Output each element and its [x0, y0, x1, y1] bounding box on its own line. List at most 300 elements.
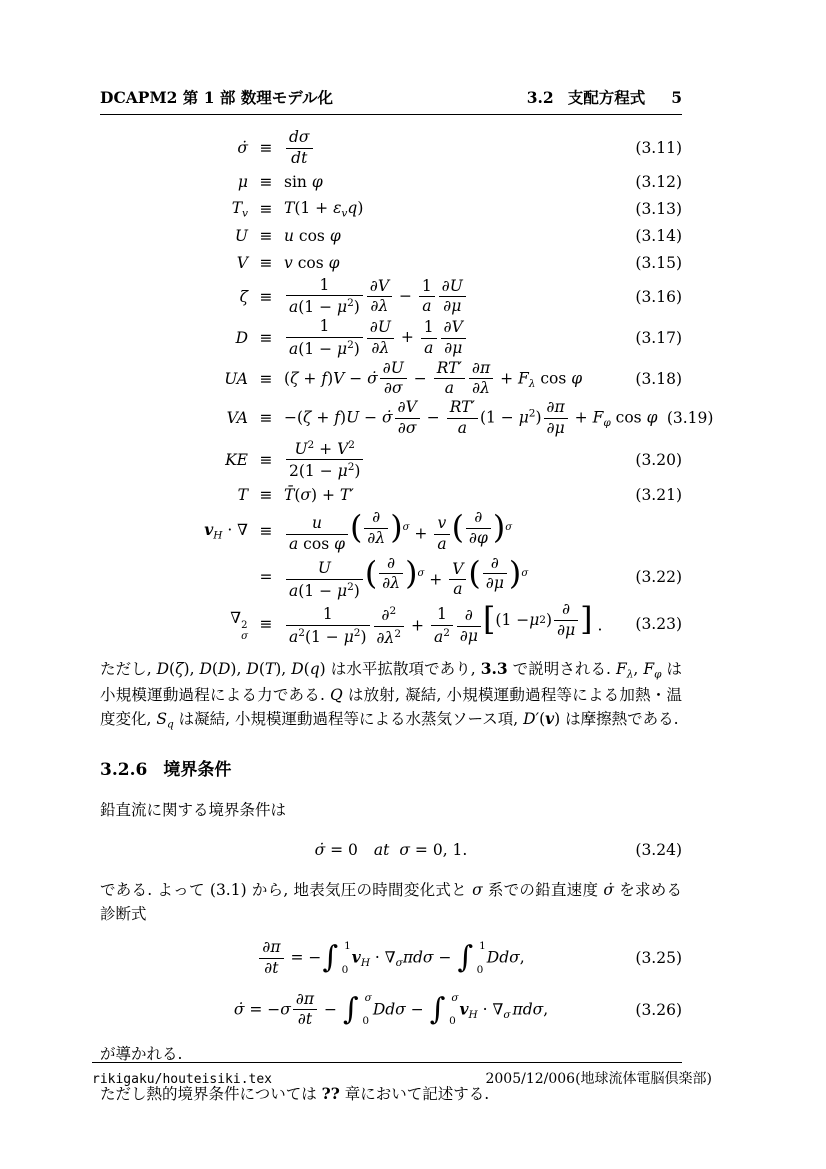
fraction-numerator: [466, 509, 491, 529]
math-var: ∂: [562, 600, 571, 619]
equation-row: [100, 398, 714, 438]
math-var: T: [284, 198, 295, 217]
math-var: T: [231, 198, 243, 217]
math-var: ∂λ: [472, 379, 490, 398]
fraction-numerator: [483, 555, 507, 575]
math-superscript: 2: [347, 338, 354, 351]
math-fraction: [466, 509, 491, 548]
math-var: μ: [337, 339, 348, 358]
math-roman: +: [314, 439, 338, 458]
math-var: ∂V: [443, 317, 463, 336]
equation-row: [100, 223, 682, 249]
equation-relation: ≡: [259, 172, 273, 191]
math-subscript: σ: [395, 957, 403, 969]
math-var: V: [452, 559, 464, 578]
math-var: μ: [337, 581, 348, 600]
fraction-numerator: [449, 561, 466, 581]
equation-rhs: [284, 555, 626, 601]
math-var: σ̇: [314, 840, 326, 859]
math-fraction: [441, 319, 466, 358]
page-footer: [92, 1068, 712, 1088]
math-var: T′: [339, 485, 354, 504]
fraction-denominator: [544, 419, 568, 438]
math-roman: +: [569, 408, 593, 427]
math-var: ∂π: [262, 938, 281, 956]
fraction-numerator: [434, 360, 465, 380]
math-paren-group: ( ∂ ∂λ ) σ: [364, 553, 425, 593]
math-roman: ): [353, 581, 360, 600]
fraction-denominator: [447, 419, 478, 438]
subsection-heading: [100, 757, 682, 783]
math-var: ∂U: [441, 276, 463, 295]
equation-rhs: [284, 601, 626, 647]
math-var: ∂μ: [443, 297, 462, 316]
math-superscript: 2: [307, 438, 315, 451]
math-var: ∂φ: [468, 528, 488, 547]
math-var: D: [235, 329, 248, 348]
math-bracket-group: [ (1 − μ 2 ) ∂ ∂μ ]: [482, 600, 593, 639]
math-var: a: [424, 338, 434, 357]
equation-rhs: [284, 399, 657, 438]
math-fraction: [379, 555, 403, 594]
fraction-denominator: [441, 339, 466, 358]
math-roman: (1 −: [298, 298, 337, 317]
math-roman: 1: [421, 276, 432, 295]
math-subscript: φ: [603, 417, 611, 430]
fraction-denominator: [469, 379, 493, 398]
bold-text: ??: [321, 1084, 340, 1104]
math-subsup: [241, 621, 248, 642]
fraction-numerator: [286, 129, 313, 149]
text-run: は凝結, 小規模運動過程等による水蒸気ソース項,: [173, 709, 524, 728]
equation-number: (3.16): [635, 287, 682, 306]
math-var: φ: [311, 172, 323, 191]
math-var: σ: [399, 840, 410, 859]
equation-number: (3.14): [635, 226, 682, 245]
math-var: v: [437, 513, 447, 532]
math-var: ∂π: [471, 358, 491, 377]
math-fraction: [447, 399, 478, 438]
math-var: u: [284, 226, 294, 245]
math-var: ∂: [464, 606, 473, 625]
math-subscript: q: [166, 718, 174, 731]
math-roman: (: [284, 368, 291, 387]
math-roman: (: [303, 659, 310, 678]
text-run: 章において記述する.: [339, 1085, 490, 1104]
fraction-denominator: [380, 379, 407, 398]
fraction-denominator: [395, 419, 420, 438]
math-roman: −: [421, 408, 445, 427]
fraction-denominator: [457, 627, 481, 646]
math-roman: ,: [633, 659, 644, 678]
math-roman: +: [406, 616, 429, 635]
equation-lhs: [100, 483, 248, 507]
math-var: μ: [337, 462, 348, 481]
header-right: [527, 86, 682, 108]
math-var: a: [444, 379, 454, 398]
fraction-denominator: [259, 959, 283, 978]
equation-relation: ≡: [259, 615, 273, 634]
math-roman: ),: [275, 659, 292, 678]
math-superscript: 2: [298, 627, 305, 640]
math-roman: = 0: [325, 840, 358, 859]
equation-number: (3.13): [635, 199, 682, 218]
math-roman: ),: [230, 659, 247, 678]
display-equation-body: [100, 991, 682, 1030]
equation-number: (3.15): [635, 253, 682, 272]
header-section-number: 3.2: [526, 88, 554, 107]
math-fraction: [374, 605, 405, 647]
math-fraction: [293, 991, 317, 1030]
integral-lower-limit: 0: [362, 1015, 370, 1028]
math-bold-var: v: [204, 520, 214, 540]
fraction-numerator: [286, 606, 370, 626]
math-integral: ∫ σ 0: [429, 991, 459, 1028]
math-roman: · ∇: [370, 948, 396, 967]
math-paren-group: ( ∂ ∂φ ) σ: [451, 507, 513, 547]
fraction-denominator: [286, 338, 363, 359]
equation-number: (3.25): [635, 949, 682, 968]
text-run: を求める診断式: [100, 880, 682, 923]
math-var: ∂λ: [382, 574, 401, 593]
math-fraction: [544, 399, 568, 438]
math-var: σ: [300, 485, 311, 504]
math-roman: cos: [292, 253, 329, 272]
math-var: q: [309, 659, 320, 678]
math-roman: cos: [535, 368, 572, 387]
equation-number: (3.24): [635, 840, 682, 859]
fraction-denominator: [367, 339, 394, 358]
subsection-title: 境界条件: [163, 759, 232, 780]
fraction-denominator: [364, 529, 388, 548]
math-var: U: [317, 558, 331, 577]
math-var: μ: [337, 298, 348, 317]
equation-rhs: [284, 509, 626, 554]
math-var: ∂V: [369, 276, 390, 295]
math-roman: (: [258, 659, 265, 678]
math-var: ζ: [239, 287, 248, 306]
equation-number: (3.21): [635, 485, 682, 504]
footer-edition: 2005/12/006(地球流体電脳倶楽部): [485, 1071, 712, 1087]
math-roman: = −: [285, 948, 322, 967]
equation-relation: ≡: [259, 450, 273, 469]
math-roman: ): [535, 408, 542, 427]
equation-rhs: [284, 170, 626, 194]
text-run: である. よって (3.1) から, 地表気圧の時間変化式と: [100, 880, 473, 899]
math-var: F: [518, 368, 529, 387]
math-roman: cos: [293, 226, 330, 245]
equation-lhs: [100, 170, 248, 194]
equation-rhs: [284, 129, 626, 168]
fraction-denominator: [374, 627, 405, 648]
fraction-denominator: [286, 296, 363, 317]
math-roman: ): [354, 462, 361, 481]
math-roman: (: [294, 485, 301, 504]
equation-number: (3.17): [635, 329, 682, 348]
math-var: ∂U: [369, 317, 391, 336]
fraction-denominator: [286, 626, 370, 647]
math-var: ∂: [490, 553, 499, 572]
math-var: ∂: [372, 507, 381, 526]
math-roman: 1: [319, 275, 330, 294]
math-fraction: [434, 360, 465, 399]
header-section-title: 支配方程式: [567, 88, 646, 107]
math-var: D: [291, 659, 304, 678]
math-subscript: v: [242, 207, 248, 220]
text-run: 鉛直流に関する境界条件は: [100, 800, 287, 819]
math-var: σ̇: [237, 139, 248, 158]
fraction-denominator: [434, 379, 465, 398]
equation-number: (3.19): [666, 409, 714, 428]
fraction-denominator: [466, 529, 491, 548]
math-roman: ): [353, 339, 360, 358]
math-roman: 2(1 −: [289, 462, 338, 481]
math-roman: −: [344, 368, 368, 387]
math-var: σ̇: [233, 999, 245, 1018]
math-roman: · ∇: [222, 521, 248, 540]
math-subscript: H: [468, 1008, 478, 1021]
integral-limits: [474, 941, 486, 975]
equation-rhs: [284, 318, 626, 358]
equation-relation: ≡: [259, 287, 273, 306]
math-roman: ): [554, 709, 561, 728]
equation-relation: =: [259, 568, 273, 587]
math-fraction: [364, 509, 388, 548]
math-roman: cos: [298, 534, 335, 553]
math-roman: ,: [519, 948, 525, 967]
equation-rhs: [284, 251, 626, 275]
math-subscript: σ: [503, 1008, 511, 1021]
fraction-numerator: [421, 319, 437, 339]
math-integral: ∫ 1 0: [457, 940, 486, 976]
fraction-denominator: [554, 621, 578, 640]
math-roman: (: [539, 709, 546, 728]
math-var: ∂λ: [371, 338, 390, 357]
text-run: は放射, 凝結, 小規模運動過程等による加熱・温度変化,: [100, 685, 682, 728]
math-roman: · ∇: [477, 999, 504, 1018]
math-var: φ: [334, 534, 345, 553]
math-var: dt: [291, 148, 308, 167]
math-roman: (1 −: [304, 627, 344, 646]
equation-lhs: [100, 448, 248, 472]
math-var: φ: [646, 408, 658, 427]
math-var: F: [615, 659, 627, 678]
math-roman: +: [495, 368, 518, 387]
display-equation-326: [100, 991, 682, 1030]
footer-rule: [92, 1062, 682, 1063]
paren-subscript: σ: [402, 522, 410, 534]
fraction-denominator: [431, 626, 453, 647]
equation-number: (3.26): [635, 1000, 682, 1019]
display-equation-row: [100, 835, 682, 865]
math-var: ζ: [303, 408, 312, 427]
math-roman: 1: [322, 605, 333, 624]
fraction-numerator: [374, 605, 405, 627]
math-fraction: [286, 129, 313, 168]
math-var: φ: [329, 226, 341, 245]
equation-relation: ≡: [259, 522, 273, 541]
equation-lhs: [100, 406, 248, 430]
math-var: F: [592, 408, 604, 427]
math-superscript: 2: [528, 407, 536, 420]
math-roman: ): [319, 659, 326, 678]
math-var: σ: [280, 999, 291, 1018]
math-roman: +: [409, 524, 433, 543]
footer-filename: rikigaku/houteisiki.tex: [92, 1072, 273, 1087]
equation-rhs: [284, 360, 626, 399]
paren-subscript: σ: [417, 568, 425, 580]
math-superscript: 2: [539, 614, 546, 627]
math-roman: ): [327, 368, 334, 387]
math-fraction: [449, 561, 466, 600]
math-var: D: [217, 659, 231, 678]
math-roman: (1 −: [495, 611, 530, 630]
fraction-denominator: [483, 574, 507, 593]
math-var: D′: [523, 709, 540, 728]
header-left-title: DCAPM2 第 1 部 数理モデル化: [100, 88, 333, 107]
math-fraction: [457, 607, 481, 646]
math-var: ∂μ: [557, 620, 576, 639]
math-roman: +: [298, 368, 322, 387]
fraction-denominator: [421, 339, 437, 358]
fraction-denominator: [449, 580, 466, 599]
math-roman: ,: [543, 999, 549, 1018]
equation-relation: ≡: [259, 226, 273, 245]
math-superscript: 2: [353, 627, 361, 640]
equation-row: [100, 601, 682, 647]
equation-row: [100, 555, 682, 601]
integral-upper-limit: σ: [451, 991, 459, 1004]
text-run: ただし熱的境界条件については: [100, 1085, 322, 1104]
fraction-numerator: [286, 560, 363, 580]
math-var: D: [199, 659, 212, 678]
equation-rhs: [284, 224, 626, 248]
math-fraction: [395, 399, 420, 438]
math-roman: −(: [284, 408, 304, 427]
display-equation-325: [100, 939, 682, 978]
math-integral: ∫ σ 0: [342, 991, 372, 1028]
math-var: ∂t: [264, 958, 279, 977]
math-roman: +: [395, 328, 419, 347]
math-subscript: φ: [654, 668, 662, 681]
math-roman: ),: [183, 659, 200, 678]
math-var: q: [347, 198, 358, 217]
equation-row: [100, 318, 682, 358]
equation-relation: ≡: [259, 409, 273, 428]
math-fraction: [554, 601, 578, 640]
math-var: D: [372, 999, 386, 1018]
math-var: ∂μ: [444, 338, 463, 357]
math-subscript: H: [360, 957, 370, 969]
math-var: ζ: [175, 659, 184, 678]
math-var: ∂π: [295, 989, 315, 1008]
equation-lhs: [100, 285, 248, 309]
math-fraction: [286, 606, 370, 646]
math-var: a: [289, 581, 299, 600]
math-var: ∂σ: [397, 418, 417, 437]
bold-text: 3.3: [480, 658, 508, 678]
math-var: σ: [472, 880, 483, 899]
math-roman: (: [211, 659, 218, 678]
math-roman: 1: [423, 317, 434, 336]
math-roman: −: [394, 286, 417, 305]
math-var: ∂: [474, 507, 483, 526]
math-var: μ: [237, 172, 248, 191]
subsection-number: 3.2.6: [100, 759, 148, 780]
math-var: ∂V: [397, 398, 417, 417]
math-fraction: [483, 555, 507, 594]
math-var: T: [237, 485, 248, 504]
math-var: F: [643, 659, 655, 678]
equation-block: [100, 128, 714, 648]
display-equation-body: [100, 838, 682, 862]
equation-lhs: [100, 606, 248, 642]
math-var: a: [289, 298, 299, 317]
equation-lhs: [100, 326, 248, 350]
math-superscript: 2: [443, 627, 450, 640]
fraction-numerator: [286, 318, 363, 338]
math-var: v: [284, 253, 293, 272]
fraction-denominator: [379, 574, 403, 593]
fraction-numerator: [431, 606, 453, 626]
math-fraction: [367, 278, 392, 317]
math-var: RT′: [436, 358, 462, 377]
fraction-numerator: [367, 278, 392, 298]
fraction-numerator: [286, 439, 363, 461]
display-equation-body: [100, 939, 682, 978]
math-var: φ: [328, 253, 340, 272]
integral-limits: [446, 993, 458, 1027]
page-number: 5: [671, 88, 682, 107]
math-fraction: [286, 277, 363, 317]
math-var: D: [156, 659, 170, 678]
math-fraction: [286, 515, 348, 554]
math-fraction: [367, 319, 394, 358]
fraction-numerator: [419, 278, 435, 298]
paragraph-diagnostic-intro: [100, 878, 682, 926]
math-roman: sin: [284, 172, 312, 191]
math-superscript: 2: [394, 627, 402, 640]
paren-subscript: σ: [521, 568, 529, 580]
math-roman: −: [359, 408, 383, 427]
fraction-denominator: [293, 1010, 317, 1029]
fraction-numerator: [469, 360, 493, 380]
math-var: U: [234, 226, 248, 245]
math-var: ∂: [387, 553, 396, 572]
math-subscript: λ: [626, 668, 634, 681]
math-var: πdσ: [402, 948, 434, 967]
fraction-numerator: [364, 509, 388, 529]
math-fraction: [434, 515, 449, 554]
math-var: a: [433, 627, 444, 646]
math-superscript: 2: [347, 580, 354, 593]
fraction-denominator: [419, 297, 435, 316]
math-fraction: [259, 939, 283, 978]
math-var: σ̇: [603, 880, 614, 899]
math-fraction: [286, 560, 363, 600]
equation-rhs: [284, 196, 626, 222]
math-var: a: [422, 297, 432, 316]
equation-number: (3.18): [635, 369, 682, 388]
equation-relation: ≡: [259, 253, 273, 272]
math-var: UA: [224, 369, 248, 388]
math-var: T: [264, 659, 276, 678]
math-bold-var: v: [459, 998, 469, 1018]
math-var: S: [156, 709, 167, 728]
integral-upper-limit: 1: [344, 940, 351, 953]
equation-lhs: [100, 367, 248, 391]
math-var: at: [373, 840, 390, 859]
